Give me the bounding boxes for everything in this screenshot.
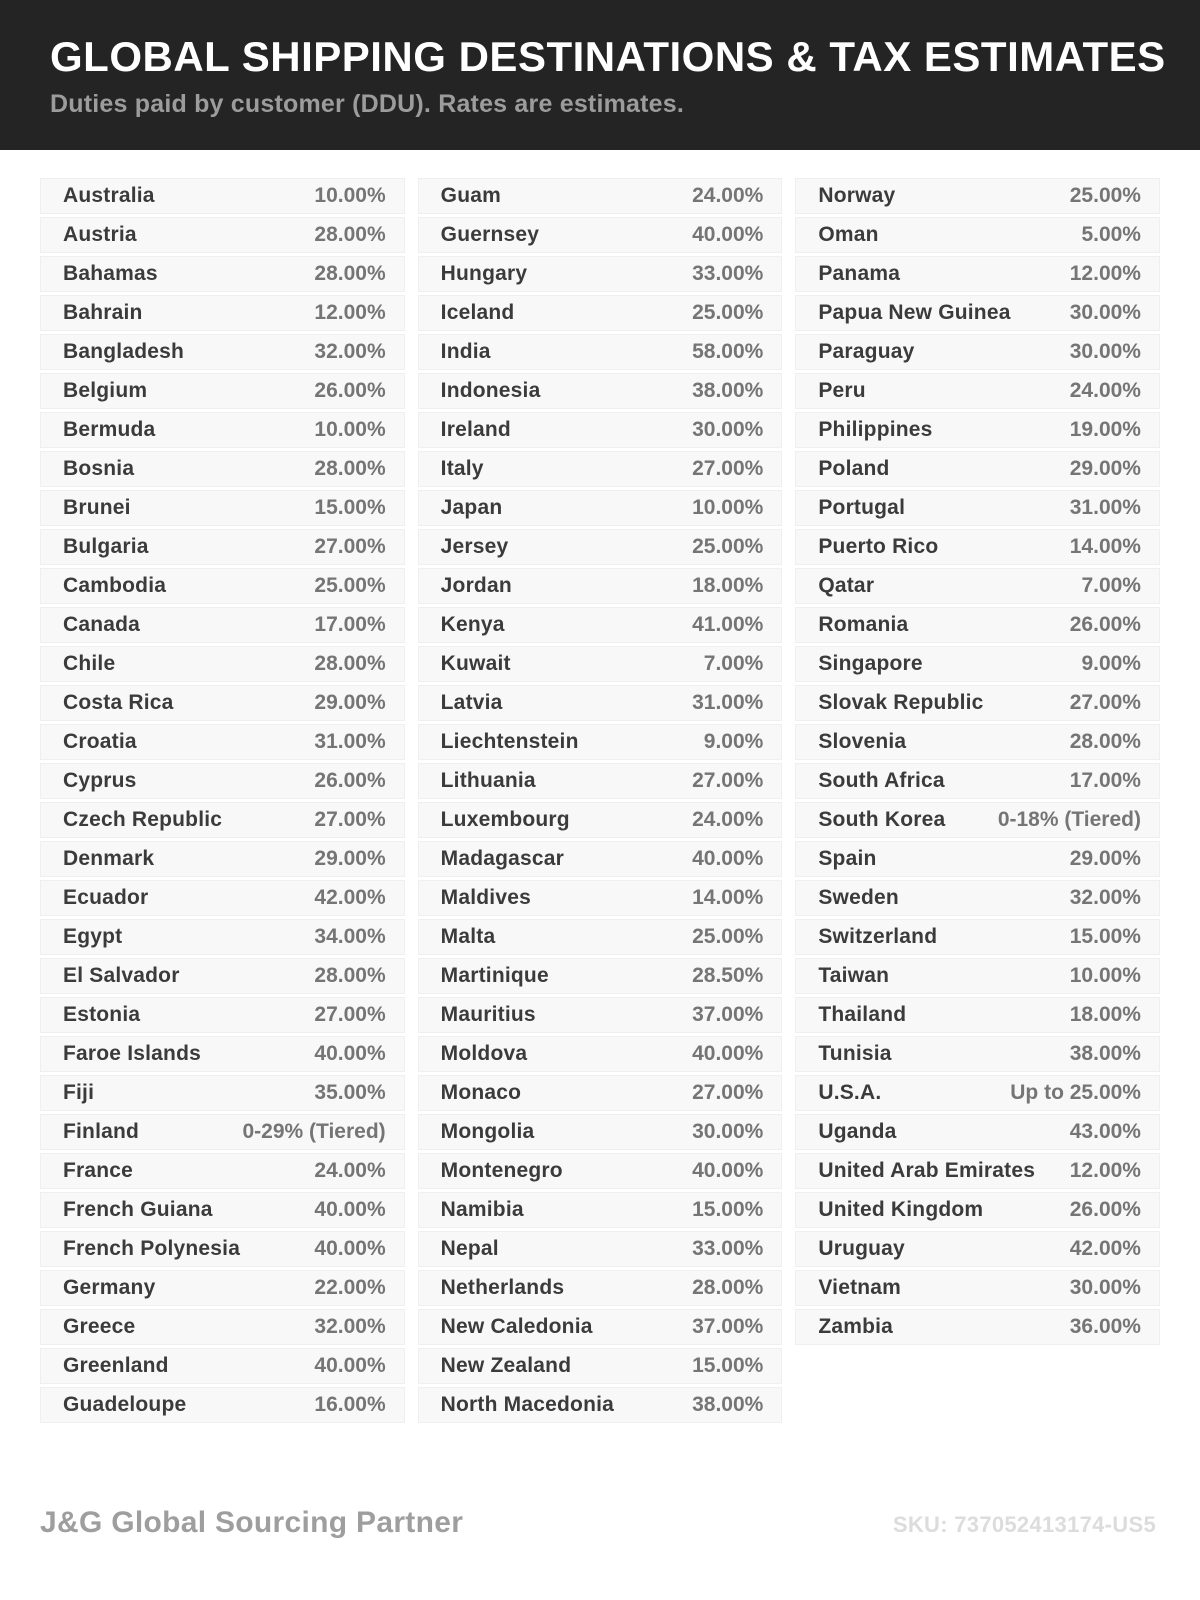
country-name: Romania bbox=[818, 613, 909, 636]
table-row bbox=[795, 568, 1160, 604]
tax-rate: 28.00% bbox=[692, 1276, 764, 1299]
tax-rate: 28.50% bbox=[692, 964, 764, 987]
tax-rate: 25.00% bbox=[1069, 184, 1141, 207]
table-row bbox=[418, 451, 783, 487]
tax-rate: 15.00% bbox=[692, 1354, 764, 1377]
country-name: Estonia bbox=[63, 1003, 141, 1026]
country-name: New Caledonia bbox=[440, 1315, 593, 1338]
shipping-rates-table bbox=[40, 178, 1160, 1423]
table-row bbox=[418, 841, 783, 877]
country-name: Maldives bbox=[440, 886, 531, 909]
tax-rate: 58.00% bbox=[692, 340, 764, 363]
header-banner bbox=[0, 0, 1200, 150]
country-name: Singapore bbox=[818, 652, 923, 675]
tax-rate: 30.00% bbox=[1069, 1276, 1141, 1299]
country-name: Bulgaria bbox=[63, 535, 149, 558]
brand-name: J&G Global Sourcing Partner bbox=[40, 1506, 464, 1539]
table-row bbox=[40, 841, 405, 877]
table-row bbox=[795, 802, 1160, 838]
tax-rate: 40.00% bbox=[692, 223, 764, 246]
table-row bbox=[418, 685, 783, 721]
table-row bbox=[795, 607, 1160, 643]
tax-rate: 10.00% bbox=[314, 418, 386, 441]
table-row bbox=[40, 724, 405, 760]
country-name: French Guiana bbox=[63, 1198, 213, 1221]
tax-rate: 9.00% bbox=[1081, 652, 1141, 675]
tax-rate: 15.00% bbox=[692, 1198, 764, 1221]
country-name: Montenegro bbox=[440, 1159, 563, 1182]
country-name: Martinique bbox=[440, 964, 549, 987]
tax-rate: 27.00% bbox=[314, 808, 386, 831]
tax-rate: 27.00% bbox=[314, 1003, 386, 1026]
tax-rate: 35.00% bbox=[314, 1081, 386, 1104]
country-name: Japan bbox=[440, 496, 503, 519]
country-name: Liechtenstein bbox=[440, 730, 579, 753]
country-name: Poland bbox=[818, 457, 890, 480]
sku-label: SKU: 737052413174-US5 bbox=[892, 1512, 1156, 1537]
country-name: Spain bbox=[818, 847, 877, 870]
table-row bbox=[418, 1270, 783, 1306]
country-name: Costa Rica bbox=[63, 691, 174, 714]
page-title: GLOBAL SHIPPING DESTINATIONS & TAX ESTIMATES bbox=[50, 33, 1166, 80]
country-name: Jersey bbox=[440, 535, 509, 558]
tax-rate: 33.00% bbox=[692, 1237, 764, 1260]
country-name: French Polynesia bbox=[63, 1237, 241, 1260]
table-row bbox=[418, 802, 783, 838]
country-name: Tunisia bbox=[818, 1042, 892, 1065]
country-name: Brunei bbox=[63, 496, 131, 519]
table-row bbox=[795, 256, 1160, 292]
country-name: El Salvador bbox=[63, 964, 180, 987]
tax-rate: 12.00% bbox=[1069, 1159, 1141, 1182]
country-name: Nepal bbox=[440, 1237, 499, 1260]
country-name: Namibia bbox=[440, 1198, 524, 1221]
country-name: Austria bbox=[63, 223, 137, 246]
table-row bbox=[40, 919, 405, 955]
country-name: Sweden bbox=[818, 886, 899, 909]
table-row bbox=[40, 1192, 405, 1228]
tax-rate: 28.00% bbox=[314, 262, 386, 285]
country-name: New Zealand bbox=[440, 1354, 572, 1377]
table-row bbox=[418, 607, 783, 643]
table-row bbox=[40, 1036, 405, 1072]
country-name: Portugal bbox=[818, 496, 906, 519]
table-row bbox=[40, 295, 405, 331]
table-row bbox=[418, 763, 783, 799]
country-name: Ecuador bbox=[63, 886, 149, 909]
tax-rate: 19.00% bbox=[1069, 418, 1141, 441]
table-row bbox=[418, 724, 783, 760]
country-name: Bahamas bbox=[63, 262, 158, 285]
tax-rate: 30.00% bbox=[1069, 340, 1141, 363]
table-row bbox=[795, 958, 1160, 994]
country-name: Papua New Guinea bbox=[818, 301, 1011, 324]
tax-rate: 17.00% bbox=[314, 613, 386, 636]
tax-rate: 15.00% bbox=[1069, 925, 1141, 948]
tax-rate: 30.00% bbox=[1069, 301, 1141, 324]
country-name: Slovak Republic bbox=[818, 691, 984, 714]
country-name: Taiwan bbox=[818, 964, 890, 987]
tax-rate: 17.00% bbox=[1069, 769, 1141, 792]
country-name: Cambodia bbox=[63, 574, 167, 597]
table-row bbox=[418, 1075, 783, 1111]
tax-rate: 42.00% bbox=[314, 886, 386, 909]
tax-rate: 10.00% bbox=[692, 496, 764, 519]
table-row bbox=[418, 412, 783, 448]
tax-rate: 24.00% bbox=[1069, 379, 1141, 402]
table-row bbox=[418, 997, 783, 1033]
tax-rate: 28.00% bbox=[314, 964, 386, 987]
table-row bbox=[418, 1153, 783, 1189]
tax-rate: 29.00% bbox=[314, 691, 386, 714]
tax-rate: 42.00% bbox=[1069, 1237, 1141, 1260]
tax-rate: 43.00% bbox=[1069, 1120, 1141, 1143]
tax-rate: 12.00% bbox=[1069, 262, 1141, 285]
table-row bbox=[40, 178, 405, 214]
table-row bbox=[795, 1036, 1160, 1072]
tax-rate: 32.00% bbox=[314, 1315, 386, 1338]
table-row bbox=[418, 1348, 783, 1384]
country-name: Australia bbox=[63, 184, 155, 207]
table-row bbox=[418, 529, 783, 565]
tax-rate: 40.00% bbox=[692, 1159, 764, 1182]
table-column-3 bbox=[795, 178, 1160, 1345]
tax-rate: 37.00% bbox=[692, 1003, 764, 1026]
table-row bbox=[418, 217, 783, 253]
table-row bbox=[40, 958, 405, 994]
table-row bbox=[795, 763, 1160, 799]
table-row bbox=[795, 685, 1160, 721]
tax-rate: 26.00% bbox=[314, 769, 386, 792]
tax-rate: 40.00% bbox=[314, 1237, 386, 1260]
table-row bbox=[40, 373, 405, 409]
table-row bbox=[795, 490, 1160, 526]
table-row bbox=[40, 1270, 405, 1306]
table-row bbox=[40, 217, 405, 253]
country-name: Czech Republic bbox=[63, 808, 223, 831]
table-row bbox=[418, 256, 783, 292]
country-name: Malta bbox=[440, 925, 496, 948]
country-name: Netherlands bbox=[440, 1276, 565, 1299]
table-row bbox=[40, 607, 405, 643]
country-name: Mauritius bbox=[440, 1003, 536, 1026]
table-row bbox=[418, 646, 783, 682]
table-row bbox=[418, 1036, 783, 1072]
tax-rate: 27.00% bbox=[692, 457, 764, 480]
table-column-2 bbox=[418, 178, 783, 1423]
tax-rate: 26.00% bbox=[1069, 613, 1141, 636]
table-row bbox=[418, 1309, 783, 1345]
tax-rate: 22.00% bbox=[314, 1276, 386, 1299]
tax-rate: 14.00% bbox=[692, 886, 764, 909]
country-name: Cyprus bbox=[63, 769, 137, 792]
tax-rate: 38.00% bbox=[692, 379, 764, 402]
country-name: Peru bbox=[818, 379, 866, 402]
table-row bbox=[418, 334, 783, 370]
tax-rate: Up to 25.00% bbox=[1010, 1081, 1141, 1104]
country-name: Iceland bbox=[440, 301, 515, 324]
tax-rate: 24.00% bbox=[692, 184, 764, 207]
table-row bbox=[795, 724, 1160, 760]
country-name: Switzerland bbox=[818, 925, 938, 948]
footer bbox=[40, 1506, 1156, 1540]
country-name: Uruguay bbox=[818, 1237, 905, 1260]
tax-rate: 14.00% bbox=[1069, 535, 1141, 558]
tax-rate: 10.00% bbox=[314, 184, 386, 207]
country-name: Vietnam bbox=[818, 1276, 902, 1299]
tax-rate: 30.00% bbox=[692, 1120, 764, 1143]
country-name: Chile bbox=[63, 652, 116, 675]
tax-rate: 40.00% bbox=[314, 1354, 386, 1377]
tax-rate: 24.00% bbox=[314, 1159, 386, 1182]
country-name: Puerto Rico bbox=[818, 535, 939, 558]
country-name: Greece bbox=[63, 1315, 136, 1338]
table-row bbox=[795, 529, 1160, 565]
table-row bbox=[40, 1075, 405, 1111]
tax-rate: 27.00% bbox=[1069, 691, 1141, 714]
tax-rate: 28.00% bbox=[1069, 730, 1141, 753]
country-name: Oman bbox=[818, 223, 879, 246]
tax-rate: 27.00% bbox=[314, 535, 386, 558]
tax-rate: 41.00% bbox=[692, 613, 764, 636]
tax-rate: 30.00% bbox=[692, 418, 764, 441]
country-name: United Arab Emirates bbox=[818, 1159, 1036, 1182]
tax-rate: 33.00% bbox=[692, 262, 764, 285]
country-name: Indonesia bbox=[440, 379, 541, 402]
page-subtitle: Duties paid by customer (DDU). Rates are estimates. bbox=[50, 90, 685, 119]
tax-rate: 38.00% bbox=[692, 1393, 764, 1416]
tax-rate: 10.00% bbox=[1069, 964, 1141, 987]
country-name: Luxembourg bbox=[440, 808, 570, 831]
country-name: South Africa bbox=[818, 769, 945, 792]
country-name: Bermuda bbox=[63, 418, 156, 441]
tax-rate: 29.00% bbox=[1069, 847, 1141, 870]
table-row bbox=[418, 1114, 783, 1150]
table-row bbox=[40, 334, 405, 370]
tax-rate: 26.00% bbox=[1069, 1198, 1141, 1221]
tax-rate: 7.00% bbox=[1081, 574, 1141, 597]
table-row bbox=[795, 334, 1160, 370]
tax-rate: 18.00% bbox=[1069, 1003, 1141, 1026]
country-name: Kuwait bbox=[440, 652, 511, 675]
table-row bbox=[795, 997, 1160, 1033]
country-name: Egypt bbox=[63, 925, 123, 948]
table-row bbox=[795, 1114, 1160, 1150]
table-row bbox=[40, 880, 405, 916]
country-name: Zambia bbox=[818, 1315, 894, 1338]
table-row bbox=[418, 958, 783, 994]
table-row bbox=[418, 880, 783, 916]
table-row bbox=[40, 997, 405, 1033]
tax-rate: 25.00% bbox=[314, 574, 386, 597]
tax-rate: 31.00% bbox=[692, 691, 764, 714]
table-row bbox=[795, 373, 1160, 409]
table-row bbox=[40, 412, 405, 448]
tax-rate: 40.00% bbox=[692, 847, 764, 870]
country-name: Mongolia bbox=[440, 1120, 535, 1143]
country-name: Italy bbox=[440, 457, 484, 480]
country-name: Latvia bbox=[440, 691, 503, 714]
country-name: Greenland bbox=[63, 1354, 169, 1377]
country-name: Germany bbox=[63, 1276, 156, 1299]
country-name: Denmark bbox=[63, 847, 155, 870]
tax-rate: 34.00% bbox=[314, 925, 386, 948]
tax-rate: 0-29% (Tiered) bbox=[242, 1120, 386, 1143]
country-name: Canada bbox=[63, 613, 141, 636]
table-row bbox=[40, 451, 405, 487]
table-row bbox=[795, 178, 1160, 214]
table-row bbox=[418, 1231, 783, 1267]
table-row bbox=[40, 568, 405, 604]
tax-rate: 27.00% bbox=[692, 1081, 764, 1104]
tax-rate: 40.00% bbox=[314, 1042, 386, 1065]
tax-rate: 37.00% bbox=[692, 1315, 764, 1338]
table-column-1 bbox=[40, 178, 405, 1423]
country-name: Belgium bbox=[63, 379, 148, 402]
country-name: India bbox=[440, 340, 491, 363]
country-name: United Kingdom bbox=[818, 1198, 984, 1221]
table-row bbox=[418, 1387, 783, 1423]
country-name: Jordan bbox=[440, 574, 512, 597]
tax-rate: 25.00% bbox=[692, 535, 764, 558]
country-name: Bosnia bbox=[63, 457, 135, 480]
tax-rate: 28.00% bbox=[314, 652, 386, 675]
table-row bbox=[40, 685, 405, 721]
table-row bbox=[418, 919, 783, 955]
table-row bbox=[795, 1231, 1160, 1267]
tax-rate: 40.00% bbox=[314, 1198, 386, 1221]
table-row bbox=[40, 1153, 405, 1189]
country-name: Fiji bbox=[63, 1081, 95, 1104]
table-row bbox=[795, 841, 1160, 877]
country-name: Uganda bbox=[818, 1120, 897, 1143]
country-name: Philippines bbox=[818, 418, 933, 441]
tax-rate: 5.00% bbox=[1081, 223, 1141, 246]
country-name: Guam bbox=[440, 184, 501, 207]
country-name: North Macedonia bbox=[440, 1393, 615, 1416]
table-row bbox=[795, 295, 1160, 331]
table-row bbox=[40, 1309, 405, 1345]
table-row bbox=[40, 490, 405, 526]
country-name: Faroe Islands bbox=[63, 1042, 201, 1065]
country-name: Kenya bbox=[440, 613, 505, 636]
country-name: Paraguay bbox=[818, 340, 915, 363]
tax-rate: 40.00% bbox=[692, 1042, 764, 1065]
tax-rate: 15.00% bbox=[314, 496, 386, 519]
tax-rate: 25.00% bbox=[692, 925, 764, 948]
tax-rate: 38.00% bbox=[1069, 1042, 1141, 1065]
tax-rate: 16.00% bbox=[314, 1393, 386, 1416]
table-row bbox=[40, 802, 405, 838]
tax-rate: 9.00% bbox=[703, 730, 764, 753]
table-row bbox=[418, 373, 783, 409]
tax-rate: 28.00% bbox=[314, 457, 386, 480]
tax-rate: 36.00% bbox=[1069, 1315, 1141, 1338]
table-row bbox=[418, 178, 783, 214]
table-row bbox=[795, 1153, 1160, 1189]
table-row bbox=[418, 295, 783, 331]
country-name: Guernsey bbox=[440, 223, 540, 246]
country-name: Qatar bbox=[818, 574, 875, 597]
country-name: Croatia bbox=[63, 730, 137, 753]
tax-rate: 29.00% bbox=[1069, 457, 1141, 480]
tax-rate: 28.00% bbox=[314, 223, 386, 246]
table-row bbox=[795, 880, 1160, 916]
country-name: Lithuania bbox=[440, 769, 536, 792]
table-row bbox=[795, 451, 1160, 487]
country-name: Norway bbox=[818, 184, 896, 207]
table-row bbox=[40, 1114, 405, 1150]
country-name: Bahrain bbox=[63, 301, 143, 324]
tax-rate: 31.00% bbox=[314, 730, 386, 753]
country-name: Finland bbox=[63, 1120, 140, 1143]
table-row bbox=[40, 529, 405, 565]
table-row bbox=[795, 919, 1160, 955]
country-name: Monaco bbox=[440, 1081, 522, 1104]
table-row bbox=[795, 217, 1160, 253]
table-row bbox=[40, 1231, 405, 1267]
table-row bbox=[795, 1309, 1160, 1345]
country-name: Hungary bbox=[440, 262, 528, 285]
table-row bbox=[418, 490, 783, 526]
country-name: Madagascar bbox=[440, 847, 565, 870]
country-name: Panama bbox=[818, 262, 901, 285]
tax-rate: 31.00% bbox=[1069, 496, 1141, 519]
tax-rate: 26.00% bbox=[314, 379, 386, 402]
country-name: South Korea bbox=[818, 808, 946, 831]
tax-rate: 0-18% (Tiered) bbox=[997, 808, 1141, 831]
table-row bbox=[40, 1387, 405, 1423]
tax-rate: 7.00% bbox=[703, 652, 764, 675]
table-row bbox=[795, 412, 1160, 448]
country-name: France bbox=[63, 1159, 134, 1182]
tax-rate: 18.00% bbox=[692, 574, 764, 597]
tax-rate: 32.00% bbox=[1069, 886, 1141, 909]
tax-rate: 29.00% bbox=[314, 847, 386, 870]
country-name: Bangladesh bbox=[63, 340, 185, 363]
country-name: U.S.A. bbox=[818, 1081, 882, 1104]
country-name: Thailand bbox=[818, 1003, 907, 1026]
table-row bbox=[40, 763, 405, 799]
tax-rate: 32.00% bbox=[314, 340, 386, 363]
table-row bbox=[795, 1192, 1160, 1228]
country-name: Moldova bbox=[440, 1042, 528, 1065]
table-row bbox=[795, 1270, 1160, 1306]
table-row bbox=[795, 646, 1160, 682]
table-row bbox=[418, 568, 783, 604]
table-row bbox=[418, 1192, 783, 1228]
table-row bbox=[40, 256, 405, 292]
tax-rate: 27.00% bbox=[692, 769, 764, 792]
tax-rate: 25.00% bbox=[692, 301, 764, 324]
country-name: Guadeloupe bbox=[63, 1393, 187, 1416]
table-row bbox=[40, 646, 405, 682]
tax-rate: 12.00% bbox=[314, 301, 386, 324]
tax-rate: 24.00% bbox=[692, 808, 764, 831]
country-name: Slovenia bbox=[818, 730, 907, 753]
table-row bbox=[40, 1348, 405, 1384]
table-row bbox=[795, 1075, 1160, 1111]
country-name: Ireland bbox=[440, 418, 511, 441]
